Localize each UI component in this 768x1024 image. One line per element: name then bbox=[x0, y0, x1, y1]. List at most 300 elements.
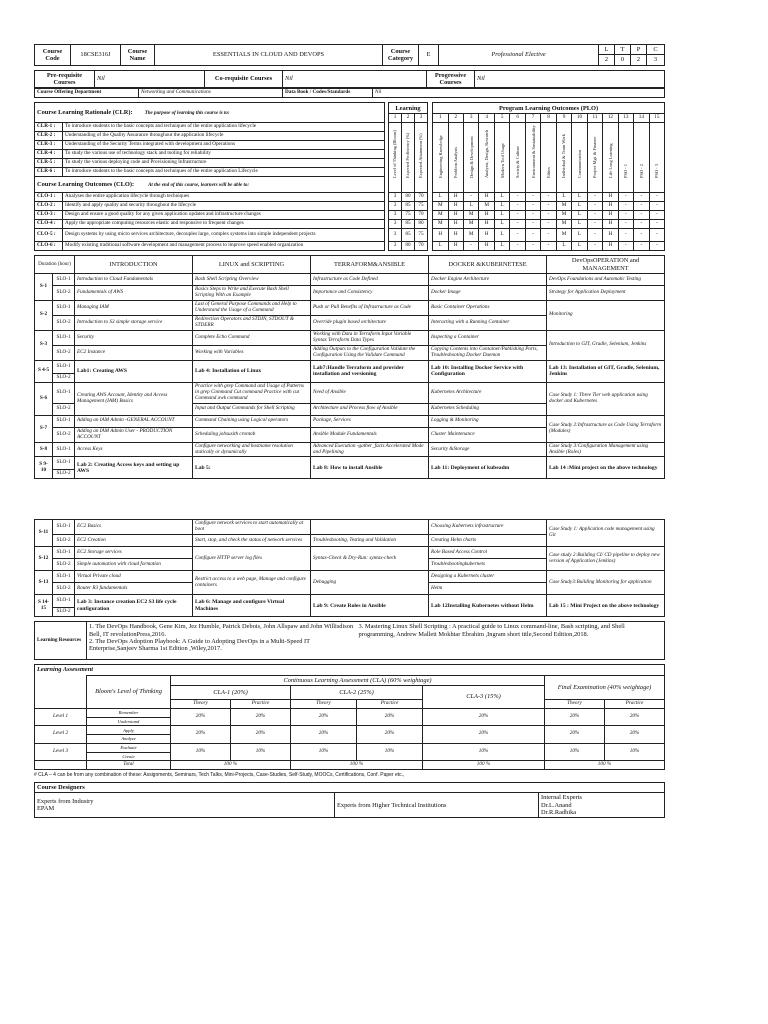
topic-cell: Basic Container Operations bbox=[429, 300, 547, 315]
session-row bbox=[35, 382, 665, 403]
clo-plo-value: M bbox=[556, 229, 571, 242]
course-name: ESSENTIALS IN CLOUD AND DEVOPS bbox=[155, 45, 383, 66]
level-name: Level 1 bbox=[35, 709, 87, 726]
clo-level-value: 80 bbox=[402, 193, 415, 202]
clo-plo-value: L bbox=[494, 242, 509, 251]
topic-cell: Lab 10: Installing Docker Service with Configuration bbox=[429, 360, 547, 382]
clo-plo-value: - bbox=[510, 220, 525, 229]
topic-cell: Access Keys bbox=[75, 442, 193, 457]
clo-code: CLO-5 : bbox=[35, 229, 63, 242]
topic-cell: Case Study 1: Three Tier web application using docker and Kubernetes bbox=[547, 382, 665, 415]
plo-head: Life Long Learning bbox=[607, 143, 613, 178]
clo-text: Design and ensure a good quality for any given application updates and infrastructure changes bbox=[63, 211, 385, 220]
resources-label: Learning Resources bbox=[35, 622, 87, 660]
cla2-practice: Practice bbox=[357, 700, 423, 709]
clo-plo-value: L bbox=[494, 193, 509, 202]
topic-cell: Security bbox=[75, 330, 193, 345]
ltpc-t-value: 0 bbox=[615, 55, 631, 65]
learning-head: Level of Thinking (Bloom) bbox=[392, 129, 398, 178]
clo-row bbox=[35, 229, 665, 242]
topic-cell: Case Study 2:Infrastructure as Code Using Terraform (Modules) bbox=[547, 415, 665, 442]
topic-cell: DevOps Foundations and Automatic Testing bbox=[547, 274, 665, 286]
plo-num: 2 bbox=[448, 114, 463, 123]
clr-text: To study the various deploying code and Provisioning Infrastructure bbox=[63, 159, 385, 168]
level-value: 10% bbox=[231, 743, 291, 760]
level-value: 10% bbox=[605, 743, 665, 760]
clo-plo-value: - bbox=[525, 202, 540, 211]
slo-label: SLO-1 bbox=[53, 274, 75, 286]
session-row bbox=[35, 547, 665, 559]
level-value: 20% bbox=[291, 709, 357, 726]
plo-head-cell bbox=[433, 123, 448, 193]
clo-plo-value: - bbox=[649, 220, 665, 229]
clo-code: CLO-2 : bbox=[35, 202, 63, 211]
clo-plo-value: H bbox=[448, 202, 463, 211]
ltpc-c-value: 3 bbox=[647, 55, 665, 65]
clr-text: Understanding of the Security Terms integrated with development and Operations bbox=[63, 141, 385, 150]
clo-plo-value: L bbox=[494, 220, 509, 229]
slo-label: SLO-2 bbox=[53, 373, 75, 382]
topic-cell: Fundamentals of AWS bbox=[75, 286, 193, 301]
level-value: 20% bbox=[231, 709, 291, 726]
clo-text: Identify and apply quality and security throughout the lifecycle bbox=[63, 202, 385, 211]
topic-cell: Docker Image bbox=[429, 286, 547, 301]
coreq-value: Nil bbox=[283, 70, 427, 88]
topic-cell: Router R3 fundamentals bbox=[75, 583, 193, 595]
clr-title bbox=[35, 103, 385, 123]
plo-head: Society & Culture bbox=[515, 145, 521, 178]
topic-cell: Infrastructure as Code Defined bbox=[311, 274, 429, 286]
plo-num: 15 bbox=[649, 114, 665, 123]
level-value: 20% bbox=[357, 709, 423, 726]
clo-level-value: 75 bbox=[415, 202, 428, 211]
plo-head-cell bbox=[572, 123, 587, 193]
ltpc-c-label: C bbox=[647, 45, 665, 55]
cla2-label: CLA-2 (25%) bbox=[291, 686, 423, 700]
level-sub: Remember bbox=[87, 709, 171, 718]
slo-label: SLO-1 bbox=[53, 457, 75, 470]
clo-plo-value: - bbox=[634, 193, 649, 202]
prerequisite-table bbox=[34, 70, 665, 89]
clo-plo-value: - bbox=[587, 229, 602, 242]
assessment-level-row bbox=[35, 743, 665, 752]
plo-head: Project Mgt. & Finance bbox=[592, 136, 598, 178]
topic-cell: Scheduling jobsusith crontab bbox=[193, 427, 311, 442]
topic-cell: Practice with grep Command and Usage of Patterns in grep Command Cut command Practice with cut Command awk command bbox=[193, 382, 311, 403]
final-practice: Practice bbox=[605, 700, 665, 709]
plo-head-cell bbox=[479, 123, 494, 193]
plo-head-cell bbox=[603, 123, 618, 193]
slo-label: SLO-2 bbox=[53, 403, 75, 415]
plo-head: Individual & Team Work bbox=[561, 133, 567, 178]
topic-cell: Adding an IAM Admin -GENERAL ACCOUNT bbox=[75, 415, 193, 427]
column-terraform: TERRAFORM&ANSIBLE bbox=[311, 256, 429, 274]
lab-row bbox=[35, 457, 665, 470]
clo-plo-value: - bbox=[463, 193, 478, 202]
slo-label: SLO-2 bbox=[53, 286, 75, 301]
topic-cell: Advanced Execution -gather_facts Accelerated Mode and Pipelining bbox=[311, 442, 429, 457]
clo-plo-value: H bbox=[448, 193, 463, 202]
slo-label: SLO-1 bbox=[53, 571, 75, 583]
session-label: S-3 bbox=[35, 330, 53, 360]
clo-plo-value: M bbox=[556, 220, 571, 229]
topic-cell bbox=[311, 520, 429, 535]
elective-type: Professional Elective bbox=[439, 45, 599, 66]
clo-plo-value: - bbox=[525, 229, 540, 242]
plo-num: 3 bbox=[463, 114, 478, 123]
plo-num: 8 bbox=[541, 114, 556, 123]
internal-label: Internal Experts bbox=[541, 794, 582, 802]
topic-cell: Need of Ansible bbox=[311, 382, 429, 403]
clo-plo-value: - bbox=[634, 202, 649, 211]
clr-text: To introduce students to the basic concepts and techniques of the entire application lifecycle bbox=[63, 123, 385, 132]
course-code-label: Course Code bbox=[35, 45, 71, 66]
topic-cell: Security &Storage bbox=[429, 442, 547, 457]
clo-plo-value: M bbox=[463, 220, 478, 229]
total-cla2: 100 % bbox=[291, 760, 423, 769]
session-row bbox=[35, 274, 665, 286]
plo-head-cell bbox=[494, 123, 509, 193]
clo-plo-value: - bbox=[649, 229, 665, 242]
session-row bbox=[35, 300, 665, 315]
clo-text: Modify existing traditional software development and management process to improve speed enabled organization bbox=[63, 242, 385, 251]
clo-plo-value: - bbox=[525, 242, 540, 251]
learning-resources-table bbox=[34, 621, 665, 660]
slo-label: SLO-1 bbox=[53, 415, 75, 427]
topic-cell: Kubernetes Architecture bbox=[429, 382, 547, 403]
clo-plo-value: - bbox=[618, 193, 633, 202]
topic-cell: Push or Pull Benefits of Infrastructure as Code bbox=[311, 300, 429, 315]
final-label: Final Examination (40% weightage) bbox=[545, 675, 665, 699]
level-value: 20% bbox=[171, 726, 231, 743]
topic-cell: Importance and Consistency bbox=[311, 286, 429, 301]
topic-cell: Introduction to Cloud Fundamentals bbox=[75, 274, 193, 286]
clo-level-value: 3 bbox=[389, 242, 402, 251]
session-label: S-13 bbox=[35, 571, 53, 595]
topic-cell: Role Based Access Control bbox=[429, 547, 547, 559]
topic-cell: Inspecting a Container bbox=[429, 330, 547, 345]
slo-label: SLO-2 bbox=[53, 608, 75, 617]
slo-label: SLO-1 bbox=[53, 520, 75, 535]
plo-head-cell bbox=[618, 123, 633, 193]
schedule-table-1 bbox=[34, 255, 665, 479]
clo-plo-value: H bbox=[479, 229, 494, 242]
final-theory: Theory bbox=[545, 700, 605, 709]
clo-plo-value: - bbox=[618, 220, 633, 229]
topic-cell: Input and Output Commands for Shell Scripting bbox=[193, 403, 311, 415]
level-value: 10% bbox=[357, 743, 423, 760]
learning-num: 3 bbox=[415, 114, 428, 123]
cla2-theory: Theory bbox=[291, 700, 357, 709]
clo-plo-value: H bbox=[479, 193, 494, 202]
session-label: S-12 bbox=[35, 547, 53, 571]
clo-plo-value: - bbox=[541, 220, 556, 229]
level-value: 20% bbox=[171, 709, 231, 726]
slo-label: SLO-2 bbox=[53, 345, 75, 360]
topic-cell: Case Study 3:Configuration Management using Ansible (Roles) bbox=[547, 442, 665, 457]
clr-code: CLR-1 : bbox=[35, 123, 63, 132]
clo-code: CLO-4 : bbox=[35, 220, 63, 229]
session-label: S-7 bbox=[35, 415, 53, 442]
clo-row bbox=[35, 220, 665, 229]
slo-label: SLO-2 bbox=[53, 470, 75, 479]
topic-cell: Ansible Module Fundamentals bbox=[311, 427, 429, 442]
level-name: Level 3 bbox=[35, 743, 87, 760]
cla1-theory: Theory bbox=[171, 700, 231, 709]
column-docker: DOCKER &KUBERNETESE bbox=[429, 256, 547, 274]
clo-plo-value: - bbox=[525, 211, 540, 220]
slo-label: SLO-1 bbox=[53, 442, 75, 457]
topic-cell: Basics Steps to Write and Execute Bash Shell Scripting With an Example bbox=[193, 286, 311, 301]
session-row bbox=[35, 571, 665, 583]
level-value: 10% bbox=[291, 743, 357, 760]
clo-plo-value: - bbox=[510, 229, 525, 242]
syllabus-page bbox=[34, 44, 664, 818]
level-value: 20% bbox=[545, 726, 605, 743]
topic-cell: Complete Echo Command bbox=[193, 330, 311, 345]
level-value: 20% bbox=[423, 726, 545, 743]
clo-level-value: 75 bbox=[402, 211, 415, 220]
session-label: S-2 bbox=[35, 300, 53, 330]
ltpc-p-label: P bbox=[631, 45, 647, 55]
clo-plo-value: - bbox=[634, 229, 649, 242]
assessment-level-row bbox=[35, 726, 665, 735]
session-label: S-11 bbox=[35, 520, 53, 547]
clo-title-cell bbox=[35, 177, 385, 193]
plo-num: 7 bbox=[525, 114, 540, 123]
clo-level-value: 85 bbox=[402, 220, 415, 229]
topic-cell: Lab7:Handle Terraform and provider installation and versioning bbox=[311, 360, 429, 382]
topic-cell: Docker Engine Architecture bbox=[429, 274, 547, 286]
bloom-label: Bloom's Level of Thinking bbox=[87, 675, 171, 708]
plo-head: Design & Development bbox=[468, 136, 474, 178]
course-category: E bbox=[419, 45, 439, 66]
course-category-label: Course Category bbox=[383, 45, 419, 66]
clo-plo-value: L bbox=[556, 242, 571, 251]
clo-plo-value: - bbox=[510, 242, 525, 251]
clo-level-value: 80 bbox=[402, 242, 415, 251]
level-sub: Create bbox=[87, 752, 171, 760]
topic-cell: Lab 14 :Mini project on the above technology bbox=[547, 457, 665, 479]
topic-cell: Bash Shell Scripting Overview bbox=[193, 274, 311, 286]
cla1-label: CLA-1 (20%) bbox=[171, 686, 291, 700]
clo-code: CLO-1 : bbox=[35, 193, 63, 202]
clo-plo-value: L bbox=[572, 229, 587, 242]
slo-label: SLO-1 bbox=[53, 300, 75, 315]
slo-label: SLO-2 bbox=[53, 559, 75, 571]
clo-level-value: 80 bbox=[415, 220, 428, 229]
topic-cell: Choosing Kubernets infrastructure bbox=[429, 520, 547, 535]
clo-plo-value: L bbox=[572, 211, 587, 220]
topic-cell: Working with Data in Terraform Input Variable Syntax Terraform Data Types bbox=[311, 330, 429, 345]
clo-plo-value: - bbox=[649, 242, 665, 251]
learning-label: Learning bbox=[389, 103, 428, 114]
level-value: 10% bbox=[423, 743, 545, 760]
clr-code: CLR-5 : bbox=[35, 159, 63, 168]
clo-plo-value: - bbox=[587, 211, 602, 220]
clr-code: CLR-2 : bbox=[35, 132, 63, 141]
topic-cell: Strategy for Application Deployment bbox=[547, 286, 665, 301]
plo-num: 1 bbox=[433, 114, 448, 123]
session-label: S 14-15 bbox=[35, 595, 53, 617]
clo-level-value: 85 bbox=[402, 202, 415, 211]
slo-label: SLO-1 bbox=[53, 360, 75, 373]
internal-name-2: Dr.R.Radhika bbox=[541, 808, 577, 816]
clo-row bbox=[35, 193, 665, 202]
plo-head-cell bbox=[649, 123, 665, 193]
clo-plo-value: H bbox=[603, 220, 618, 229]
topic-cell: Introduction to S3 simple storage service bbox=[75, 315, 193, 330]
session-label: S-8 bbox=[35, 442, 53, 457]
clo-plo-value: M bbox=[463, 229, 478, 242]
clr-code: CLR-6 : bbox=[35, 168, 63, 177]
dept-value: Networking and Communications bbox=[139, 89, 283, 98]
clo-row bbox=[35, 242, 665, 251]
topic-cell: Lab 11: Deployment of kubeadm bbox=[429, 457, 547, 479]
topic-cell: Case study 2:Building CI/ CD pipeline to deploy new version of Application (Jenkins) bbox=[547, 547, 665, 571]
level-sub: Understand bbox=[87, 718, 171, 726]
learning-assessment-table bbox=[34, 664, 665, 770]
plo-head-cell bbox=[510, 123, 525, 193]
topic-cell: Lab 6: Manage and configure Virtual Machines bbox=[193, 595, 311, 617]
clr-code: CLR-4 : bbox=[35, 150, 63, 159]
clo-plo-value: - bbox=[618, 211, 633, 220]
topic-cell: Lab 15 : Mini Project on the above technology bbox=[547, 595, 665, 617]
topic-cell: Debugging bbox=[311, 571, 429, 595]
clo-plo-value: - bbox=[510, 193, 525, 202]
clo-plo-value: - bbox=[587, 193, 602, 202]
clo-row bbox=[35, 211, 665, 220]
dept-label: Course Offering Department bbox=[35, 89, 139, 98]
topic-cell: Simple automation with cloud formation bbox=[75, 559, 193, 571]
plo-head: Analysis, Design, Research bbox=[484, 129, 490, 178]
course-code: 18CSE316J bbox=[71, 45, 121, 66]
clo-plo-value: H bbox=[479, 242, 494, 251]
plo-num: 11 bbox=[587, 114, 602, 123]
clo-plo-value: L bbox=[572, 202, 587, 211]
clo-plo-value: H bbox=[433, 229, 448, 242]
plo-head-cell bbox=[463, 123, 478, 193]
topic-cell: Creating AWS Account, Identity and Access Management (IAM) Basics bbox=[75, 382, 193, 415]
progressive-value: Nil bbox=[475, 70, 665, 88]
plo-num: 10 bbox=[572, 114, 587, 123]
clo-plo-value: - bbox=[618, 202, 633, 211]
learning-head-cell bbox=[402, 123, 415, 193]
topic-cell: Override plugin based architecture bbox=[311, 315, 429, 330]
clo-text: Design systems by using micro services architecture, decouples large, complex systems into simple independent projects bbox=[63, 229, 385, 242]
clo-plo-value: - bbox=[634, 211, 649, 220]
clr-text: To study the various use of technology stack and tooling for reliability bbox=[63, 150, 385, 159]
clo-plo-value: - bbox=[525, 193, 540, 202]
plo-head: Ethics bbox=[546, 166, 552, 178]
plo-num: 6 bbox=[510, 114, 525, 123]
topic-cell: Working with Variables bbox=[193, 345, 311, 360]
assessment-title: Learning Assessment bbox=[35, 665, 665, 675]
topic-cell: Redirection Operators and STDIN, STDOUT & STDERR bbox=[193, 315, 311, 330]
clo-plo-value: - bbox=[510, 202, 525, 211]
plo-head-cell bbox=[634, 123, 649, 193]
clo-title: Course Learning Outcomes (CLO): bbox=[37, 180, 135, 188]
slo-label: SLO-2 bbox=[53, 583, 75, 595]
cla1-practice: Practice bbox=[231, 700, 291, 709]
level-sub: Analyze bbox=[87, 735, 171, 743]
column-linux: LINUX and SCRIPTING bbox=[193, 256, 311, 274]
session-row bbox=[35, 415, 665, 427]
prereq-value: Nil bbox=[95, 70, 205, 88]
topic-cell: Troubleshootingkubernets bbox=[429, 559, 547, 571]
column-introduction: INTRODUCTION bbox=[75, 256, 193, 274]
clo-plo-value: - bbox=[634, 220, 649, 229]
clo-plo-value: H bbox=[479, 220, 494, 229]
assessment-footnote: # CLA – 4 can be from any combination of these: Assignments, Seminars, Tech Talks, Mini-Projects, Case-Studies, Self-Study, MOOCs, Certifications, Conf. Paper etc., bbox=[34, 771, 405, 778]
clo-plo-value: - bbox=[525, 220, 540, 229]
clo-plo-value: H bbox=[603, 202, 618, 211]
ltpc-t-label: T bbox=[615, 45, 631, 55]
higher-label: Experts from Higher Technical Institutions bbox=[335, 793, 539, 818]
clo-level-value: 3 bbox=[389, 202, 402, 211]
learning-head: Expected Attainment (%) bbox=[418, 133, 424, 178]
level-value: 20% bbox=[231, 726, 291, 743]
clr-purpose: The purpose of learning this course is to: bbox=[144, 111, 230, 117]
clo-level-value: 70 bbox=[415, 193, 428, 202]
plo-head-cell bbox=[448, 123, 463, 193]
learning-num: 2 bbox=[402, 114, 415, 123]
topic-cell: Lab 8: How to install Ansible bbox=[311, 457, 429, 479]
clo-plo-value: H bbox=[448, 229, 463, 242]
topic-cell: EC2 Instance bbox=[75, 345, 193, 360]
learning-num: 1 bbox=[389, 114, 402, 123]
clo-plo-value: H bbox=[603, 193, 618, 202]
clo-plo-value: H bbox=[603, 229, 618, 242]
clo-plo-value: L bbox=[494, 229, 509, 242]
clo-plo-value: M bbox=[556, 211, 571, 220]
level-sub: Apply bbox=[87, 726, 171, 735]
resource-2: 2. The DevOps Adoption Playbook: A Guide to Adopting DevOps in a Multi-Speed IT Enterprise,Sanjeev Sharma 1st Edition ,Wiley,2017. bbox=[89, 638, 310, 653]
plo-num: 13 bbox=[618, 114, 633, 123]
learning-head-cell bbox=[389, 123, 402, 193]
clr-code: CLR-3 : bbox=[35, 141, 63, 150]
topic-cell: Package, Services bbox=[311, 415, 429, 427]
clo-plo-value: L bbox=[433, 193, 448, 202]
clo-plo-value: L bbox=[433, 242, 448, 251]
topic-cell: Adding an IAM Admin User - PRODUCTION ACCOUNT bbox=[75, 427, 193, 442]
assessment-level-row bbox=[35, 709, 665, 718]
clr-header-row bbox=[35, 103, 665, 114]
cla3-label: CLA-3 (15%) bbox=[423, 686, 545, 709]
slo-label: SLO-2 bbox=[53, 427, 75, 442]
prereq-label: Pre-requisite Courses bbox=[35, 70, 95, 88]
slo-label: SLO-1 bbox=[53, 547, 75, 559]
clo-plo-value: H bbox=[448, 242, 463, 251]
topic-cell: Start, stop, and check the status of network services bbox=[193, 535, 311, 547]
plo-head: Modern Tool Usage bbox=[499, 142, 505, 178]
level-value: 20% bbox=[357, 726, 423, 743]
session-row bbox=[35, 286, 665, 301]
coreq-label: Co-requisite Courses bbox=[205, 70, 283, 88]
learning-head: Expected Proficiency (%) bbox=[405, 132, 411, 178]
topic-cell: Configure networking and hostname resolution statically or dynamically bbox=[193, 442, 311, 457]
plo-num: 14 bbox=[634, 114, 649, 123]
databook-value: Nil bbox=[373, 89, 665, 98]
clo-plo-value: M bbox=[433, 202, 448, 211]
clo-plo-value: L bbox=[572, 220, 587, 229]
topic-cell: Creating Helm charts bbox=[429, 535, 547, 547]
plo-head-cell bbox=[556, 123, 571, 193]
topic-cell: Case Study3:Building Monitoring for application bbox=[547, 571, 665, 595]
clr-title-text: Course Learning Rationale (CLR): bbox=[37, 109, 133, 117]
level-value: 10% bbox=[171, 743, 231, 760]
clo-level-value: 3 bbox=[389, 229, 402, 242]
